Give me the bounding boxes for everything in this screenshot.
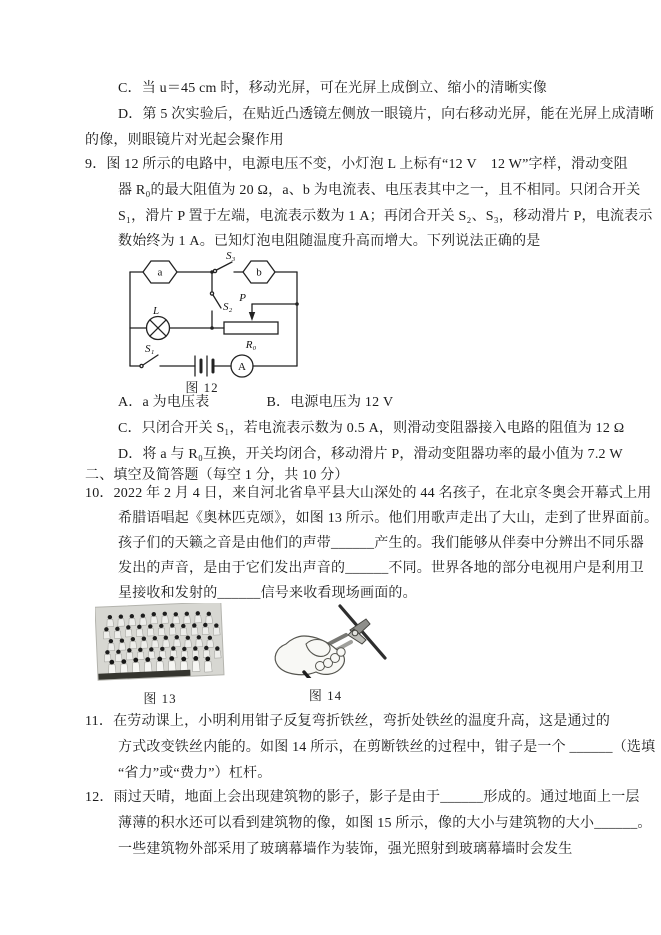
question12 (85, 785, 652, 862)
question8-options (85, 76, 655, 153)
meter-a-label: a (157, 266, 163, 279)
question11 (85, 709, 656, 786)
switch-s1-label: S₁ (145, 343, 155, 355)
q9-option-a: A．a 为电压表 (118, 395, 210, 410)
q11-line2: 方式改变铁丝内能的。如图 14 所示，在剪断铁丝的过程中，钳子是一个 ______（选填 (118, 739, 656, 755)
q9-option-ab (85, 390, 590, 416)
q9-stem-line2: 器 R₀的最大阻值为 20 Ω，a、b 为电流表、电压表其中之一，且不相同。只闭合开关 (118, 182, 641, 198)
lamp-label: L (152, 305, 160, 317)
q10-line3: 孩子们的天籁之音是由他们的声带______产生的。我们能够从伴奏中分辨出不同乐器 (118, 536, 644, 551)
q12-line1: 12．雨过天晴，地面上会出现建筑物的影子，影子是由于______形成的。通过地面上一层 (85, 790, 640, 805)
resistor-r0-label: R₀ (245, 339, 257, 351)
meter-b-label: b (256, 266, 262, 279)
switch-s3-label: S₃ (226, 250, 236, 262)
q9-option-d: D．将 a 与 R₀互换，开关均闭合，移动滑片 P，滑动变阻器功率的最小值为 7.2 W (118, 446, 623, 462)
q8-option-d-line1: D．第 5 次实验后，在贴近凸透镜左侧放一眼镜片，向右移动光屏，能在光屏上成清晰 (118, 106, 655, 122)
switch-s2-label: S₂ (223, 301, 233, 313)
q11-line3: “省力”或“费力”）杠杆。 (118, 765, 272, 781)
pliers-cutting-wire (258, 600, 393, 678)
q9-option-c: C．只闭合开关 S₁，若电流表示数为 0.5 A，则滑动变阻器接入电路的阻值为 12 Ω (118, 420, 625, 436)
circuit-diagram (112, 246, 312, 378)
q9-stem-line1: 9．图 12 所示的电路中，电源电压不变，小灯泡 L 上标有“12 V 12 W”字样，滑动变阻 (85, 157, 628, 172)
q8-option-c: C．当 u＝45 cm 时，移动光屏，可在光屏上成倒立、缩小的清晰实像 (118, 81, 547, 96)
figure-14-pliers-drawing (258, 600, 393, 704)
question9-stem (85, 152, 653, 255)
slider-p-label: P (239, 292, 246, 304)
question10 (85, 481, 659, 606)
q10-line1: 10．2022 年 2 月 4 日，来自河北省阜平县大山深处的 44 名孩子，在北京冬奥会开幕式上用 (85, 486, 652, 501)
figure-12-caption: 图 12 (185, 380, 219, 395)
figure-12-circuit (112, 246, 312, 396)
figure-13-caption: 图 13 (143, 691, 177, 706)
q9-stem-line3: S₁，滑片 P 置于左端，电流表示数为 1 A；再闭合开关 S₂、S₃，移动滑片 P，电流表示 (118, 208, 653, 224)
q9-stem-line4: 数始终为 1 A。已知灯泡电阻随温度升高而增大。下列说法正确的是 (118, 234, 541, 250)
q12-line2: 薄薄的积水还可以看到建筑物的像，如图 15 所示，像的大小与建筑物的大小______。 (118, 815, 652, 831)
q8-option-d-line2: 的像，则眼镜片对光起会聚作用 (85, 132, 284, 148)
q10-line5: 星接收和发射的______信号来收看现场画面的。 (118, 586, 417, 601)
q12-line3: 一些建筑物外部采用了玻璃幕墙作为装饰，强光照射到玻璃幕墙时会发生 (118, 841, 573, 857)
figure-13-choir-photo (95, 603, 225, 707)
q11-line1: 11．在劳动课上，小明利用钳子反复弯折铁丝，弯折处铁丝的温度升高，这是通过的 (85, 714, 611, 729)
q10-line2: 希腊语唱起《奥林匹克颂》，如图 13 所示。他们用歌声走出了大山，走到了世界面前。 (118, 511, 659, 526)
figure-14-caption: 图 14 (308, 688, 343, 703)
q10-line4: 发出的声音，是由于它们发出声音的______不同。世界各地的部分电视用户是利用卫 (118, 561, 644, 576)
question9-options (85, 390, 625, 467)
choir-photo (95, 603, 225, 681)
q9-option-b: B．电源电压为 12 V (266, 395, 394, 410)
ammeter-label: A (238, 361, 246, 373)
section2-title: 二、填空及简答题（每空 1 分，共 10 分） (85, 468, 349, 483)
